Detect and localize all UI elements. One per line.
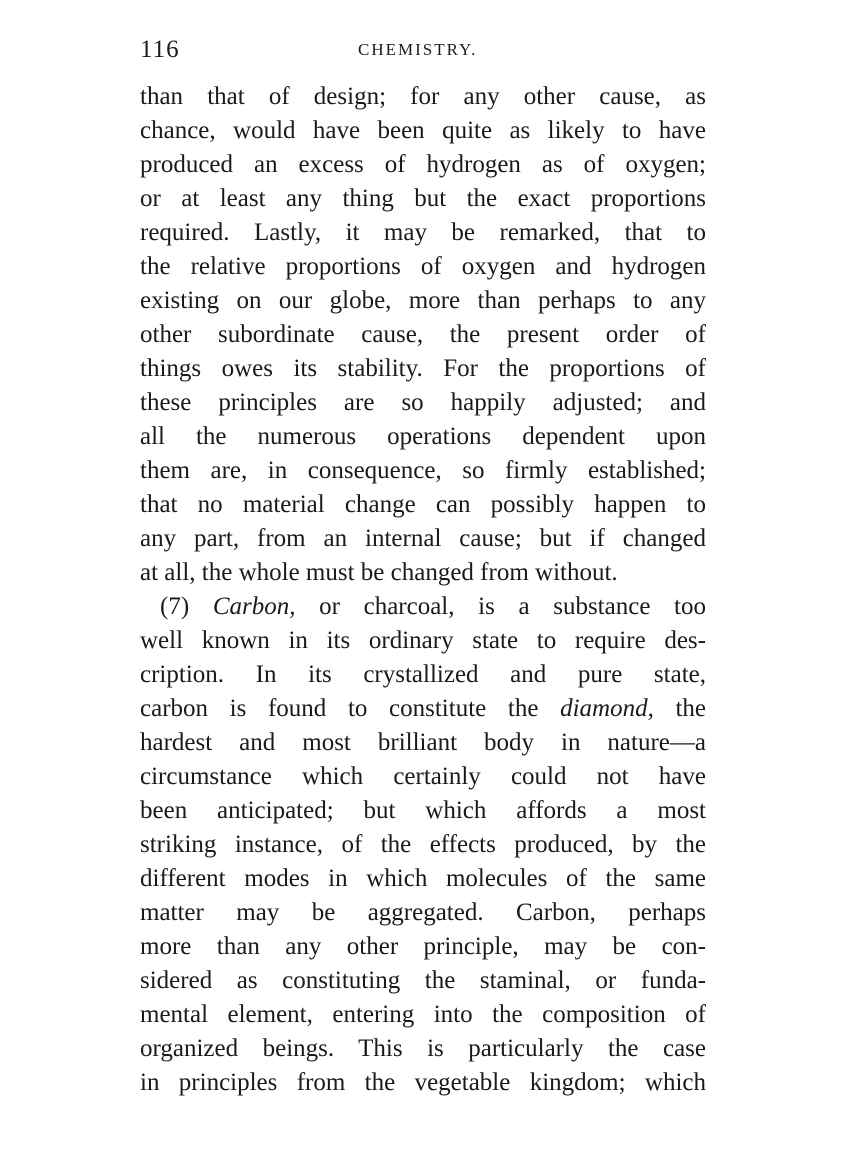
text-line: that no material change can possibly happen to	[140, 491, 706, 518]
text-line: striking instance, of the effects produced, by the	[140, 831, 706, 858]
text-line: cription. In its crystallized and pure state,	[140, 661, 706, 688]
text-line: mental element, entering into the composition of	[140, 1001, 706, 1028]
page-number: 116	[140, 36, 180, 63]
text-line: chance, would have been quite as likely to have	[140, 117, 706, 144]
running-head: CHEMISTRY.	[358, 40, 478, 59]
text-line: matter may be aggregated. Carbon, perhaps	[140, 899, 706, 926]
text-line: different modes in which molecules of the same	[140, 865, 706, 892]
italic-term: Carbon,	[212, 593, 296, 620]
text-line: than that of design; for any other cause, as	[140, 83, 706, 110]
page-header	[140, 36, 710, 70]
text-line: things owes its stability. For the proportions of	[140, 355, 706, 382]
text-line	[140, 692, 706, 726]
text-line: them are, in consequence, so firmly established;	[140, 457, 706, 484]
text-line: all the numerous operations dependent upon	[140, 423, 706, 450]
text-line: any part, from an internal cause; but if changed	[140, 525, 706, 552]
text-line: other subordinate cause, the present order of	[140, 321, 706, 348]
text-line: at all, the whole must be changed from without.	[140, 559, 618, 586]
text-line: more than any other principle, may be con-	[140, 933, 706, 960]
text-line: required. Lastly, it may be remarked, that to	[140, 219, 706, 246]
text-run: or charcoal, is a substance too	[295, 593, 706, 620]
body-text	[140, 80, 706, 1100]
text-line: been anticipated; but which affords a most	[140, 797, 706, 824]
text-line: sidered as constituting the staminal, or funda-	[140, 967, 706, 994]
text-line: produced an excess of hydrogen as of oxygen;	[140, 151, 706, 178]
italic-term: diamond,	[560, 695, 654, 722]
paragraph-start-line	[140, 590, 706, 624]
text-line: existing on our globe, more than perhaps to any	[140, 287, 706, 314]
text-line: well known in its ordinary state to require des-	[140, 627, 706, 654]
text-run: the	[653, 695, 706, 722]
text-run: (7)	[160, 593, 213, 620]
text-line: hardest and most brilliant body in nature—a	[140, 729, 706, 756]
text-line: organized beings. This is particularly the case	[140, 1035, 706, 1062]
text-line: circumstance which certainly could not have	[140, 763, 706, 790]
text-run: carbon is found to constitute the	[140, 695, 561, 722]
text-line: in principles from the vegetable kingdom; which	[140, 1069, 706, 1096]
text-line: or at least any thing but the exact proportions	[140, 185, 706, 212]
text-line: these principles are so happily adjusted; and	[140, 389, 706, 416]
text-line: the relative proportions of oxygen and hydrogen	[140, 253, 706, 280]
